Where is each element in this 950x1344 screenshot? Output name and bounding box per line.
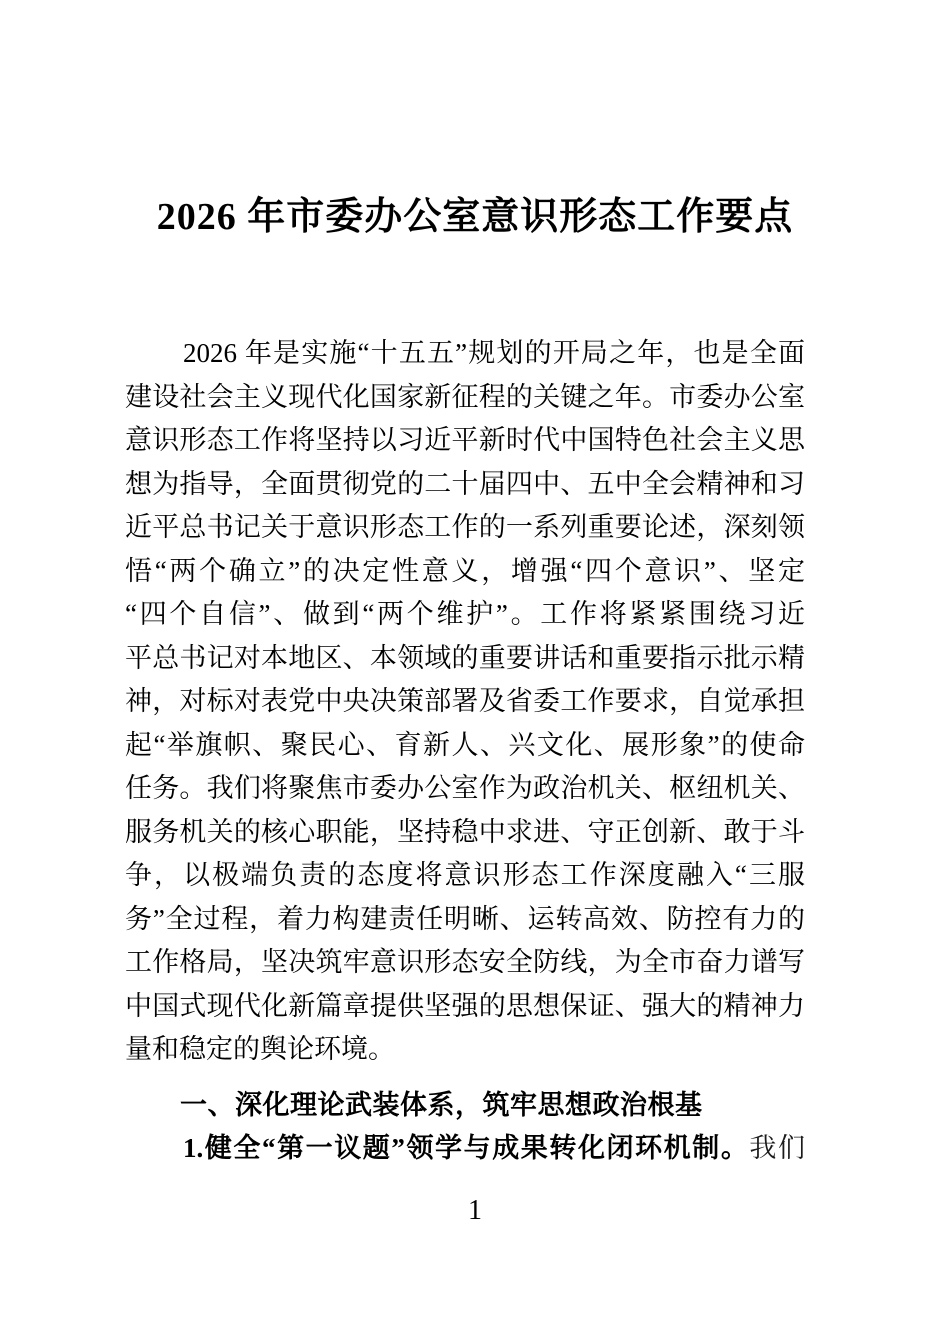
body-line: 2026 年是实施“十五五”规划的开局之年，也是全面 [183, 338, 805, 368]
body-line: 争，以极端负责的态度将意识形态工作深度融入“三服 [125, 860, 805, 890]
document-title: 2026 年市委办公室意识形态工作要点 [156, 196, 794, 238]
section-1-item-1 [125, 1127, 805, 1171]
body-line: 务”全过程，着力构建责任明晰、运转高效、防控有力的 [125, 903, 805, 934]
body-line: 神，对标对表党中央决策部署及省委工作要求，自觉承担 [125, 686, 805, 716]
body-line: 悟“两个确立”的决定性意义，增强“四个意识”、坚定 [125, 555, 805, 586]
body-line: “四个自信”、做到“两个维护”。工作将紧紧围绕习近 [125, 599, 805, 629]
body-line: 工作格局，坚决筑牢意识形态安全防线，为全市奋力谱写 [125, 947, 805, 977]
body-line: 意识形态工作将坚持以习近平新时代中国特色社会主义思 [125, 425, 805, 455]
body-line: 服务机关的核心职能，坚持稳中求进、守正创新、敢于斗 [125, 816, 805, 847]
item-1-title: 1.健全“第一议题”领学与成果转化闭环机制。 [183, 1133, 750, 1163]
body-line: 近平总书记关于意识形态工作的一系列重要论述，深刻领 [125, 512, 805, 542]
body-line: 想为指导，全面贯彻党的二十届四中、五中全会精神和习 [125, 468, 805, 499]
body-line: 量和稳定的舆论环境。 [125, 1034, 395, 1064]
intro-paragraph [125, 332, 805, 1072]
body-line: 中国式现代化新篇章提供坚强的思想保证、强大的精神力 [125, 990, 805, 1021]
body-line: 建设社会主义现代化国家新征程的关键之年。市委办公室 [125, 381, 805, 412]
section-1-heading: 一、深化理论武装体系，筑牢思想政治根基 [180, 1090, 703, 1120]
body-line: 任务。我们将聚焦市委办公室作为政治机关、枢纽机关、 [125, 773, 805, 803]
page-number: 1 [468, 1195, 482, 1226]
item-1-body-start: 我们 [749, 1133, 806, 1163]
body-line: 平总书记对本地区、本领域的重要讲话和重要指示批示精 [125, 642, 805, 673]
body-line: 起“举旗帜、聚民心、育新人、兴文化、展形象”的使命 [125, 729, 805, 760]
